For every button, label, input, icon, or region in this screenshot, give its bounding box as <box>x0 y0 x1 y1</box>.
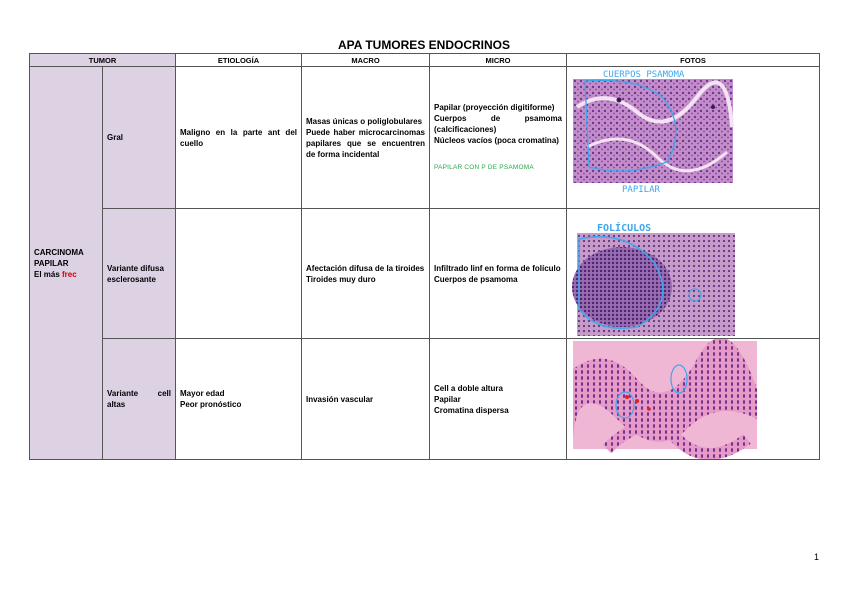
header-micro: MICRO <box>430 54 567 67</box>
micro-cell <box>430 339 567 460</box>
macro-cell <box>302 339 430 460</box>
histology-image-foliculos <box>567 209 820 338</box>
subtype-cell: Variante cell altas <box>103 339 176 460</box>
photo-cell <box>567 339 820 460</box>
tumor-name-cell <box>30 67 103 460</box>
micro-cell <box>430 67 567 209</box>
tumor-table <box>29 53 820 460</box>
header-fotos: FOTOS <box>567 54 820 67</box>
header-tumor: TUMOR <box>30 54 176 67</box>
micro-line: Papilar <box>434 394 461 404</box>
table-row <box>30 67 820 209</box>
histology-image-papilar <box>567 67 820 208</box>
macro-line: Afectación difusa de la tiroides <box>306 263 425 273</box>
macro-line: Puede haber microcarcinomas papilares que se encuentren de forma incidental <box>306 127 425 159</box>
subtype-cell: Variante difusa esclerosante <box>103 209 176 339</box>
tumor-note <box>34 269 98 280</box>
table-row <box>30 209 820 339</box>
micro-line: Cuerpos de psamoma <box>434 274 518 284</box>
micro-line: Cromatina dispersa <box>434 405 509 415</box>
tumor-name: CARCINOMA PAPILAR <box>34 247 84 268</box>
photo-label: FOLÍCULOS <box>597 223 652 234</box>
micro-line: Papilar (proyección digitiforme) <box>434 103 555 112</box>
page-title: APA TUMORES ENDOCRINOS <box>337 38 510 52</box>
photo-label: CUERPOS PSAMOMA <box>603 70 685 80</box>
micro-cell <box>430 209 567 339</box>
etiologia-cell: Mayor edad Peor pronóstico <box>176 339 302 460</box>
micro-line: Cuerpos de psamoma (calcificaciones) <box>434 114 562 134</box>
macro-line: Masas únicas o poliglobulares <box>306 116 423 126</box>
micro-note: PAPILAR CON P DE PSAMOMA <box>434 164 534 171</box>
tumor-note-highlight: frec <box>62 269 77 279</box>
etiologia-cell <box>176 209 302 339</box>
etiologia-cell: Maligno en la parte ant del cuello <box>176 67 302 209</box>
histology-image-cell-altas <box>567 339 820 459</box>
micro-line: Cell a doble altura <box>434 383 503 393</box>
macro-cell <box>302 67 430 209</box>
macro-cell <box>302 209 430 339</box>
photo-label: PAPILAR <box>622 185 660 195</box>
macro-line: Tiroides muy duro <box>306 274 376 284</box>
header-row <box>30 54 820 67</box>
micro-line: Núcleos vacíos (poca cromatina) <box>434 136 559 145</box>
table-row <box>30 339 820 460</box>
subtype-cell: Gral <box>103 67 176 209</box>
header-etiologia: ETIOLOGÍA <box>176 54 302 67</box>
tumor-note-prefix: El más <box>34 269 63 279</box>
micro-line: Infiltrado linf en forma de folículo <box>434 263 561 273</box>
photo-cell <box>567 67 820 209</box>
macro-line: Invasión vascular <box>306 394 374 404</box>
photo-cell <box>567 209 820 339</box>
header-macro: MACRO <box>302 54 430 67</box>
page-number: 1 <box>814 552 820 562</box>
